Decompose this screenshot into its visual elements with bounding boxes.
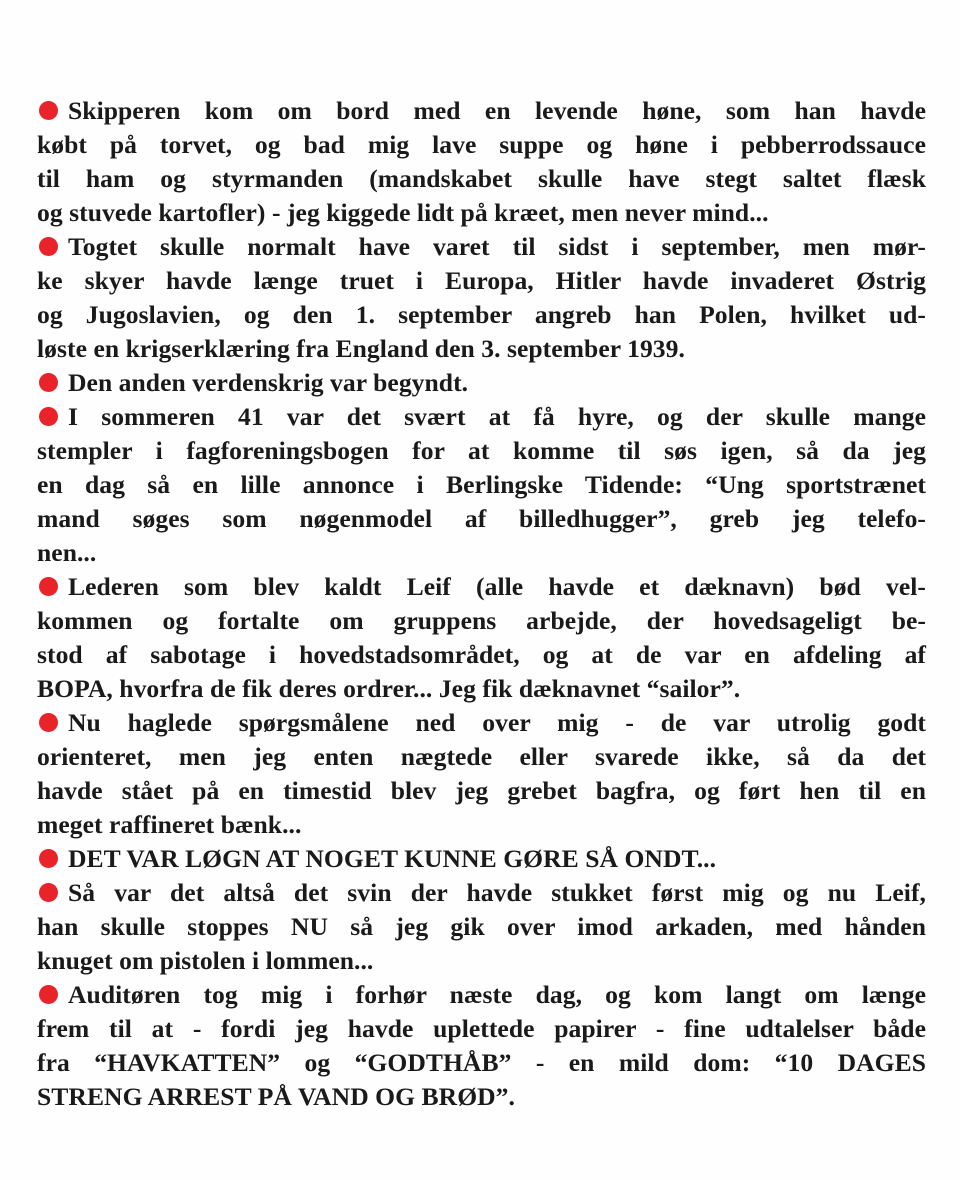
red-bullet-icon — [39, 577, 58, 596]
paragraph — [37, 706, 926, 842]
text-line — [37, 366, 926, 400]
line-text: Auditøren tog mig i forhør næste dag, og kom langt om længe — [68, 980, 926, 1009]
red-bullet-icon — [39, 237, 58, 256]
text-line — [37, 876, 926, 910]
text-line — [37, 570, 926, 604]
line-text: stod af sabotage i hovedstadsområdet, og at de var en afdeling af — [37, 640, 926, 669]
text-line — [37, 808, 926, 842]
text-line — [37, 196, 926, 230]
paragraph — [37, 366, 926, 400]
line-text: Den anden verdenskrig var begyndt. — [68, 368, 469, 397]
text-line — [37, 842, 926, 876]
line-text: kommen og fortalte om gruppens arbejde, der hovedsageligt be- — [37, 606, 926, 635]
text-line — [37, 468, 926, 502]
text-line — [37, 94, 926, 128]
text-line — [37, 638, 926, 672]
red-bullet-icon — [39, 883, 58, 902]
text-line — [37, 162, 926, 196]
text-line — [37, 1046, 926, 1080]
line-text: Så var det altså det svin der havde stukket først mig og nu Leif, — [68, 878, 926, 907]
line-text: løste en krigserklæring fra England den 3. september 1939. — [37, 334, 685, 363]
text-line — [37, 604, 926, 638]
text-line — [37, 774, 926, 808]
paragraph — [37, 230, 926, 366]
red-bullet-icon — [39, 849, 58, 868]
text-line — [37, 944, 926, 978]
line-text: knuget om pistolen i lommen... — [37, 946, 374, 975]
text-line — [37, 1012, 926, 1046]
line-text: Nu haglede spørgsmålene ned over mig - de var utrolig godt — [68, 708, 926, 737]
text-line — [37, 1080, 926, 1114]
text-line — [37, 706, 926, 740]
line-text: og Jugoslavien, og den 1. september angreb han Polen, hvilket ud- — [37, 300, 926, 329]
red-bullet-icon — [39, 373, 58, 392]
paragraph — [37, 842, 926, 876]
paragraph — [37, 570, 926, 706]
text-line — [37, 672, 926, 706]
red-bullet-icon — [39, 407, 58, 426]
line-text: købt på torvet, og bad mig lave suppe og høne i pebberrodssauce — [37, 130, 926, 159]
line-text: STRENG ARREST PÅ VAND OG BRØD”. — [37, 1082, 515, 1111]
line-text: Lederen som blev kaldt Leif (alle havde et dæknavn) bød vel- — [68, 572, 926, 601]
text-line — [37, 400, 926, 434]
red-bullet-icon — [39, 985, 58, 1004]
line-text: nen... — [37, 538, 97, 567]
line-text: orienteret, men jeg enten nægtede eller svarede ikke, så da det — [37, 742, 926, 771]
text-line — [37, 298, 926, 332]
red-bullet-icon — [39, 101, 58, 120]
red-bullet-icon — [39, 713, 58, 732]
text-line — [37, 434, 926, 468]
text-line — [37, 502, 926, 536]
line-text: frem til at - fordi jeg havde uplettede papirer - fine udtalelser både — [37, 1014, 926, 1043]
document-body — [37, 94, 926, 1114]
text-line — [37, 332, 926, 366]
line-text: BOPA, hvorfra de fik deres ordrer... Jeg fik dæknavnet “sailor”. — [37, 674, 741, 703]
line-text: Skipperen kom om bord med en levende høne, som han havde — [68, 96, 926, 125]
paragraph — [37, 978, 926, 1114]
line-text: DET VAR LØGN AT NOGET KUNNE GØRE SÅ ONDT... — [68, 844, 717, 873]
text-line — [37, 740, 926, 774]
text-line — [37, 910, 926, 944]
text-line — [37, 264, 926, 298]
paragraph — [37, 876, 926, 978]
text-line — [37, 128, 926, 162]
line-text: og stuvede kartofler) - jeg kiggede lidt på kræet, men never mind... — [37, 198, 769, 227]
paragraph — [37, 400, 926, 570]
line-text: mand søges som nøgenmodel af billedhugger”, greb jeg telefo- — [37, 504, 926, 533]
line-text: han skulle stoppes NU så jeg gik over imod arkaden, med hånden — [37, 912, 926, 941]
paragraph — [37, 94, 926, 230]
text-line — [37, 978, 926, 1012]
line-text: Togtet skulle normalt have varet til sidst i september, men mør- — [68, 232, 926, 261]
line-text: ke skyer havde længe truet i Europa, Hitler havde invaderet Østrig — [37, 266, 926, 295]
line-text: en dag så en lille annonce i Berlingske Tidende: “Ung sportstrænet — [37, 470, 926, 499]
line-text: til ham og styrmanden (mandskabet skulle have stegt saltet flæsk — [37, 164, 926, 193]
text-line — [37, 230, 926, 264]
line-text: stempler i fagforeningsbogen for at komme til søs igen, så da jeg — [37, 436, 926, 465]
line-text: havde stået på en timestid blev jeg grebet bagfra, og ført hen til en — [37, 776, 926, 805]
line-text: meget raffineret bænk... — [37, 810, 302, 839]
text-line — [37, 536, 926, 570]
line-text: fra “HAVKATTEN” og “GODTHÅB” - en mild dom: “10 DAGES — [37, 1048, 926, 1077]
line-text: I sommeren 41 var det svært at få hyre, og der skulle mange — [68, 402, 926, 431]
